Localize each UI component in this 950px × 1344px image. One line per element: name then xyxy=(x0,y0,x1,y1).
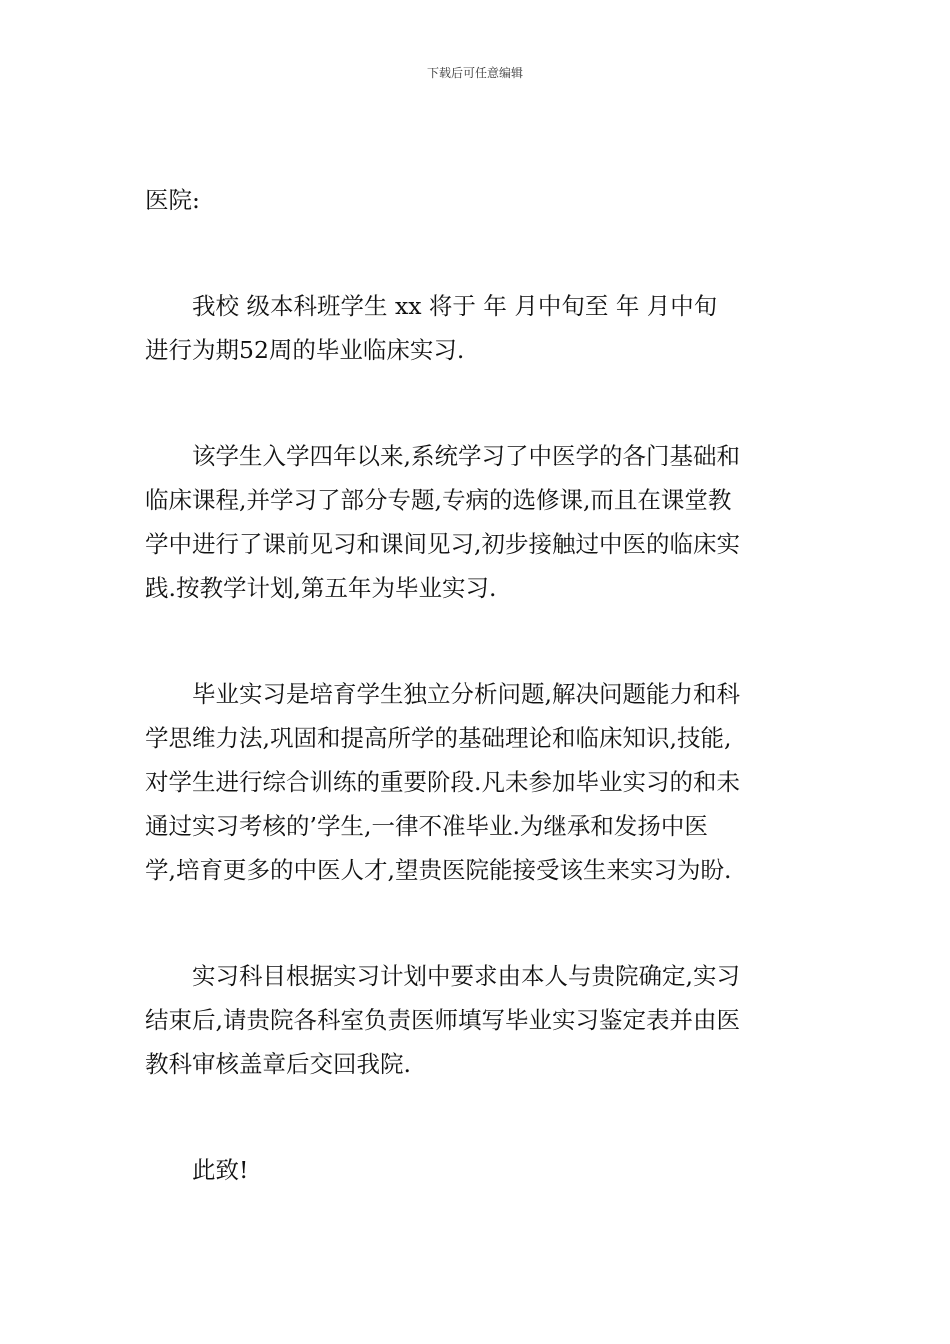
text-line: 毕业实习是培育学生独立分析问题,解决问题能力和科 xyxy=(192,680,740,708)
paragraph-internship-importance xyxy=(145,672,815,892)
paragraph-evaluation-request xyxy=(145,954,815,1086)
text-line: 临床课程,并学习了部分专题,专病的选修课,而且在课堂教 xyxy=(145,486,732,514)
text-line: 结束后,请贵院各科室负责医师填写毕业实习鉴定表并由医 xyxy=(145,1006,740,1034)
text-line: 学,培育更多的中医人才,望贵医院能接受该生来实习为盼. xyxy=(145,856,732,884)
letter-closing: 此致! xyxy=(192,1156,249,1184)
letter-salutation: 医院: xyxy=(145,186,200,214)
text-line: 学中进行了课前见习和课间见习,初步接触过中医的临床实 xyxy=(145,530,740,558)
text-line: 进行为期52周的毕业临床实习. xyxy=(145,336,465,364)
letter-body xyxy=(145,178,815,1192)
text-line: 通过实习考核的’学生,一律不准毕业.为继承和发扬中医 xyxy=(145,812,708,840)
text-line: 我校 级本科班学生 xx 将于 年 月中旬至 年 月中旬 xyxy=(192,292,718,320)
text-line: 学思维力法,巩固和提高所学的基础理论和临床知识,技能, xyxy=(145,724,732,752)
text-line: 教科审核盖章后交回我院. xyxy=(145,1050,411,1078)
page-header-note: 下载后可任意编辑 xyxy=(426,66,523,80)
paragraph-student-background xyxy=(145,434,815,610)
text-line: 对学生进行综合训练的重要阶段.凡未参加毕业实习的和未 xyxy=(145,768,740,796)
paragraph-internship-schedule xyxy=(145,284,815,372)
text-line: 该学生入学四年以来,系统学习了中医学的各门基础和 xyxy=(192,442,740,470)
text-line: 实习科目根据实习计划中要求由本人与贵院确定,实习 xyxy=(192,962,740,990)
text-line: 践.按教学计划,第五年为毕业实习. xyxy=(145,574,497,602)
